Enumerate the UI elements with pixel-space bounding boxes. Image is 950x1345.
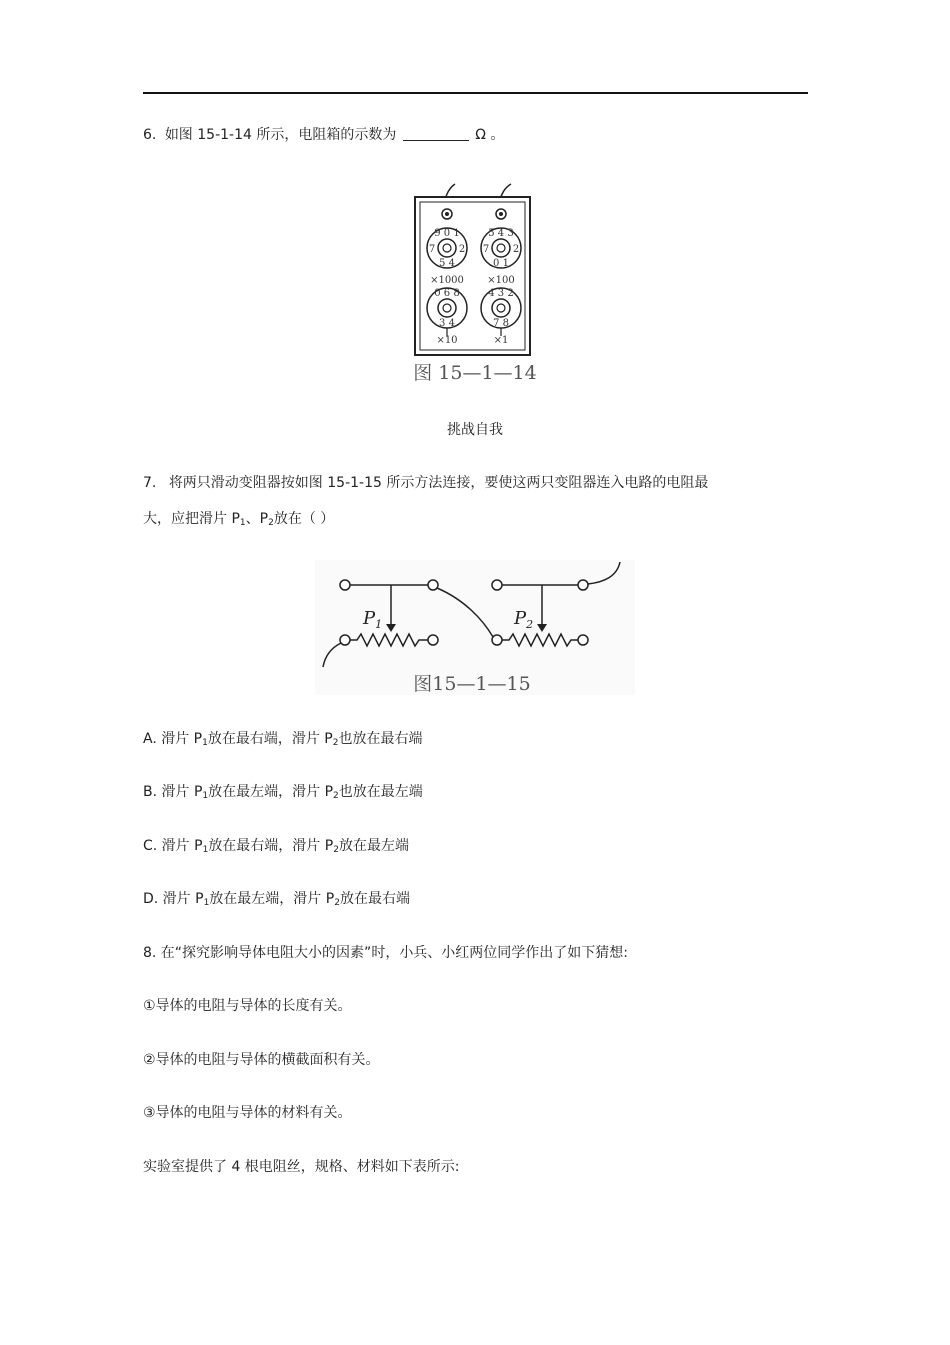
dial-label-x1: ×1 — [493, 335, 509, 346]
dial-x1000 — [427, 228, 467, 269]
svg-text:5 4 3: 5 4 3 — [488, 228, 514, 239]
figure1-caption: 图 15—1—14 — [413, 362, 537, 384]
svg-text:4 3 2: 4 3 2 — [488, 288, 514, 299]
svg-text:7: 7 — [428, 244, 436, 255]
svg-text:7: 7 — [482, 244, 490, 255]
svg-text:3 4: 3 4 — [439, 318, 455, 329]
q7-sub1: 1 — [239, 518, 246, 528]
option-b[interactable]: B. 滑片 $P_1$放在最左端，滑片 $P_2$也放在最左端 — [143, 784, 423, 801]
svg-text:2: 2 — [512, 244, 520, 255]
option-a[interactable]: A. 滑片 $P_1$放在最右端，滑片 $P_2$也放在最右端 — [143, 731, 423, 748]
q7-line1 — [143, 473, 708, 493]
section-title: 挑战自我 — [447, 422, 503, 438]
svg-text:5 4: 5 4 — [439, 258, 455, 269]
option-d[interactable]: D. 滑片 $P_1$放在最左端，滑片 $P_2$放在最右端 — [143, 891, 410, 908]
svg-text:7 8: 7 8 — [493, 318, 509, 329]
q8-line1: 8. 在“探究影响导体电阻大小的因素”时，小兵、小红两位同学作出了如下猜想: — [143, 945, 629, 961]
option-c[interactable]: C. 滑片 $P_1$放在最右端，滑片 $P_2$放在最左端 — [143, 838, 409, 855]
svg-text:2: 2 — [458, 244, 466, 255]
dial-label-x10: ×10 — [436, 335, 458, 346]
question-6 — [143, 125, 504, 145]
q8-guess3: ③导体的电阻与导体的材料有关。 — [143, 1105, 352, 1121]
dial-label-x100: ×100 — [487, 275, 515, 286]
q6-answer-blank[interactable] — [403, 126, 469, 141]
q6-number: 6. — [143, 127, 157, 143]
q8-lab: 实验室提供了 4 根电阻丝，规格、材料如下表所示: — [143, 1159, 460, 1175]
q7-line2 — [143, 509, 334, 533]
dial-x100 — [481, 228, 521, 269]
q6-text: 如图 15-1-14 所示，电阻箱的示数为 — [164, 127, 397, 143]
resistance-box-figure — [405, 180, 545, 390]
q7-text-2c: 放在（ ） — [273, 511, 335, 527]
q8-guess2: ②导体的电阻与导体的横截面积有关。 — [143, 1052, 380, 1068]
label-p2: $P_2$ — [514, 608, 534, 631]
q7-text-2a: 大，应把滑片 P — [143, 511, 240, 527]
header-rule — [143, 92, 808, 94]
svg-text:0 1: 0 1 — [493, 258, 509, 269]
q7-text-1: 将两只滑动变阻器按如图 15-1-15 所示方法连接，要使这两只变阻器连入电路的电阻最 — [168, 475, 709, 491]
q7-text-2b: 、P — [245, 511, 269, 527]
q8-guess1: ①导体的电阻与导体的长度有关。 — [143, 998, 352, 1014]
q6-unit: Ω 。 — [475, 127, 505, 143]
svg-text:0 6 8: 0 6 8 — [434, 288, 460, 299]
figure2-caption: 图15—1—15 — [413, 673, 531, 695]
label-p1: $P_1$ — [363, 608, 383, 631]
q7-number: 7. — [143, 475, 157, 491]
rheostats-figure — [315, 560, 635, 695]
dial-label-x1000: ×1000 — [430, 275, 464, 286]
svg-text:9 0 1: 9 0 1 — [434, 228, 460, 239]
q7-sub2: 2 — [268, 518, 274, 528]
